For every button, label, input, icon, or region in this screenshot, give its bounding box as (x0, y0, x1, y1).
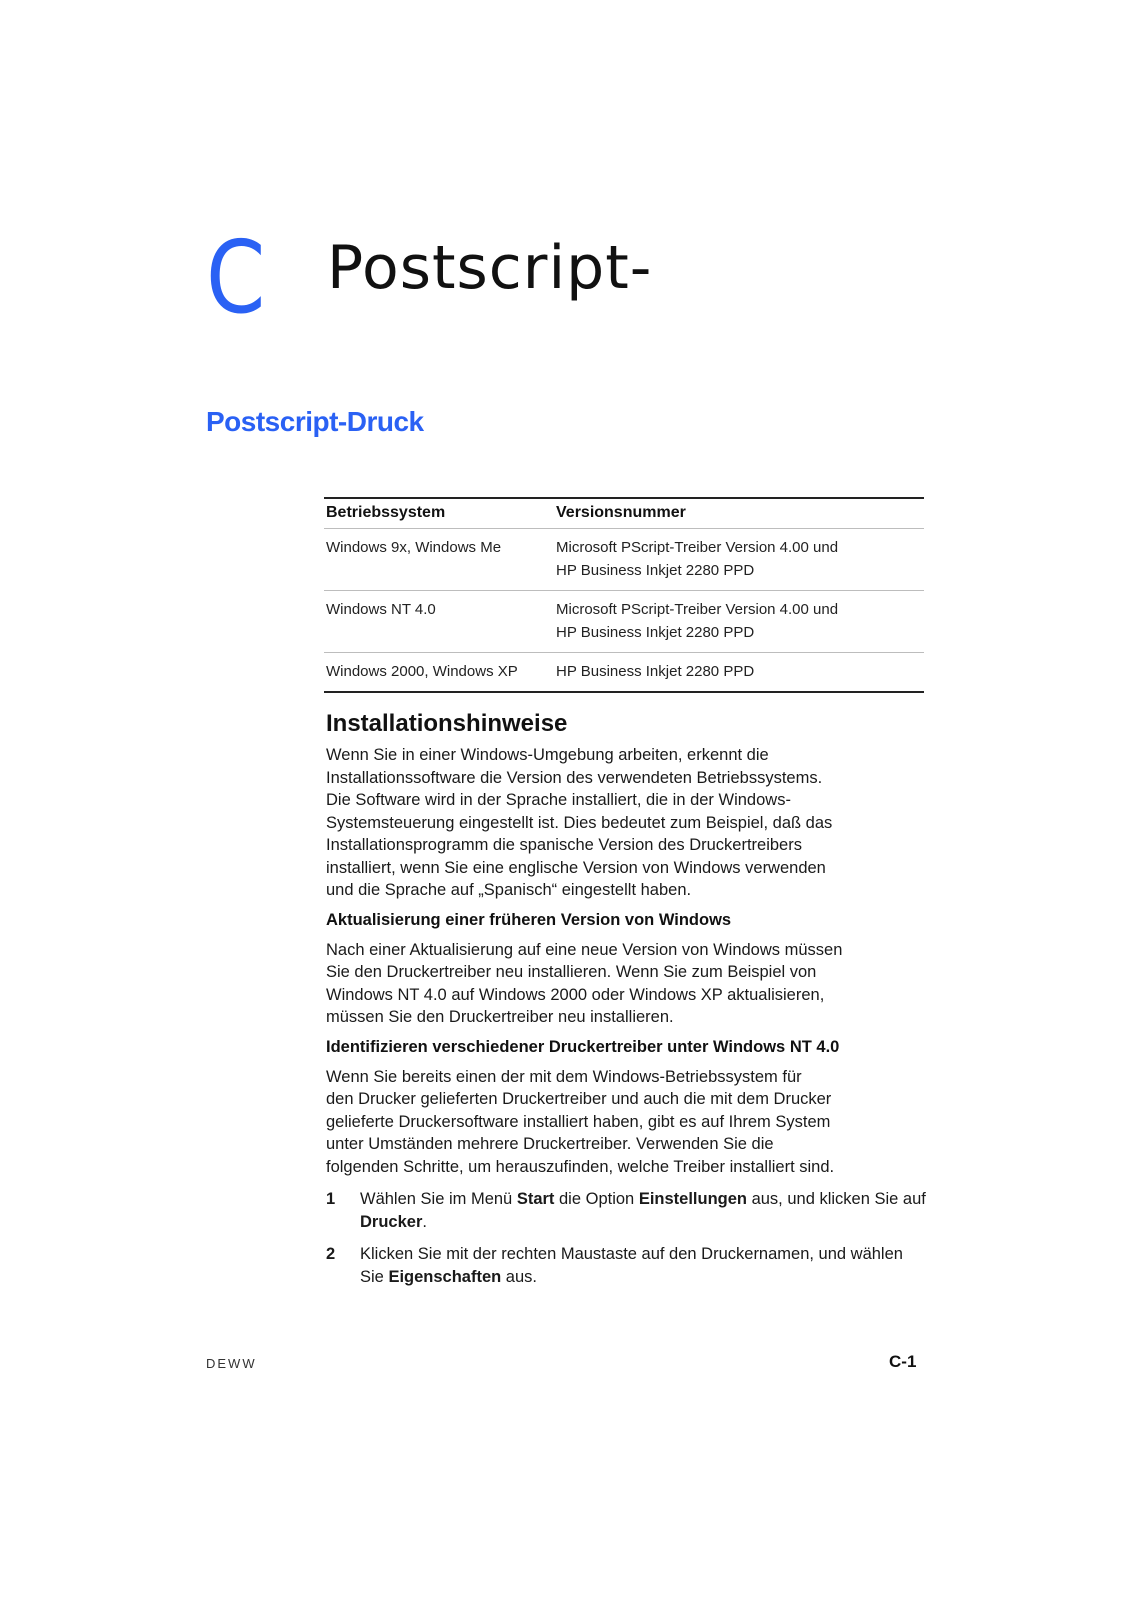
update-paragraph (326, 939, 926, 1029)
paragraph-line: Wenn Sie bereits einen der mit dem Windows-Betriebssystem für (326, 1067, 802, 1086)
step-text: . (422, 1212, 427, 1231)
paragraph-line: installiert, wenn Sie eine englische Version von Windows verwenden (326, 858, 826, 877)
table-cell-version (554, 529, 924, 591)
paragraph-line: Die Software wird in der Sprache installiert, die in der Windows- (326, 791, 791, 809)
paragraph-line: den Drucker gelieferten Druckertreiber und auch die mit dem Drucker (326, 1090, 832, 1108)
table-row (324, 529, 924, 591)
table-header-version: Versionsnummer (554, 498, 924, 529)
version-line: HP Business Inkjet 2280 PPD (556, 562, 755, 579)
step-text: Klicken Sie mit der rechten Maustaste auf den Druckernamen, und wählen Sie (360, 1245, 903, 1286)
table-row (324, 653, 924, 693)
step-text: Wählen Sie im Menü (360, 1190, 517, 1208)
identify-heading: Identifizieren verschiedener Druckertreiber unter Windows NT 4.0 (326, 1037, 840, 1056)
step-item (326, 1188, 926, 1233)
version-line: Microsoft PScript-Treiber Version 4.00 und (556, 539, 839, 556)
paragraph-line: Installationsprogramm die spanische Version des Druckertreibers (326, 836, 802, 854)
step-emphasis: Eigenschaften (388, 1267, 502, 1286)
version-line: HP Business Inkjet 2280 PPD (556, 663, 755, 680)
paragraph-line: Installationssoftware die Version des verwendeten Betriebssystems. (326, 768, 823, 787)
version-line: Microsoft PScript-Treiber Version 4.00 und (556, 601, 839, 618)
step-item (326, 1243, 926, 1288)
chapter-letter: C (206, 219, 266, 336)
table-header-row (324, 498, 924, 529)
step-number: 1 (326, 1190, 336, 1208)
step-text: die Option (554, 1190, 639, 1208)
table-row (324, 591, 924, 653)
update-heading: Aktualisierung einer früheren Version von Windows (326, 910, 732, 929)
paragraph-line: Sie den Druckertreiber neu installieren. Wenn Sie zum Beispiel von (326, 963, 817, 981)
step-text: aus. (501, 1267, 537, 1286)
step-emphasis: Drucker (360, 1212, 423, 1231)
page-number: C-1 (889, 1352, 917, 1371)
table-cell-version (554, 591, 924, 653)
intro-paragraph (326, 744, 926, 902)
table-cell-os: Windows NT 4.0 (324, 591, 554, 653)
version-line: HP Business Inkjet 2280 PPD (556, 624, 755, 641)
steps-list (326, 1188, 926, 1288)
table-cell-os: Windows 9x, Windows Me (324, 529, 554, 591)
table-cell-version (554, 653, 924, 693)
paragraph-line: unter Umständen mehrere Druckertreiber. Verwenden Sie die (326, 1135, 774, 1153)
identify-paragraph (326, 1066, 926, 1179)
paragraph-line: Windows NT 4.0 auf Windows 2000 oder Windows XP aktualisieren, (326, 985, 825, 1004)
paragraph-line: folgenden Schritte, um herauszufinden, welche Treiber installiert sind. (326, 1157, 835, 1176)
chapter-title: Postscript- (327, 233, 653, 303)
table-cell-os: Windows 2000, Windows XP (326, 663, 518, 680)
paragraph-line: Wenn Sie in einer Windows-Umgebung arbeiten, erkennt die (326, 746, 769, 764)
paragraph-line: und die Sprache auf „Spanisch“ eingestellt haben. (326, 881, 692, 899)
paragraph-line: Systemsteuerung eingestellt ist. Dies bedeutet zum Beispiel, daß das (326, 813, 833, 832)
paragraph-line: gelieferte Druckersoftware installiert haben, gibt es auf Ihrem System (326, 1112, 831, 1131)
paragraph-line: müssen Sie den Druckertreiber neu installieren. (326, 1008, 674, 1026)
installation-heading: Installationshinweise (326, 710, 568, 737)
step-number: 2 (326, 1245, 336, 1263)
paragraph-line: Nach einer Aktualisierung auf eine neue Version von Windows müssen (326, 940, 843, 959)
section-title: Postscript-Druck (206, 406, 424, 437)
step-text: aus, und klicken Sie auf (747, 1190, 926, 1208)
installation-section (326, 710, 926, 1298)
table-header-os: Betriebssystem (324, 498, 554, 529)
version-table (324, 497, 924, 693)
footer-label: DEWW (206, 1356, 257, 1371)
step-emphasis: Start (516, 1190, 555, 1208)
step-emphasis: Einstellungen (638, 1190, 747, 1208)
